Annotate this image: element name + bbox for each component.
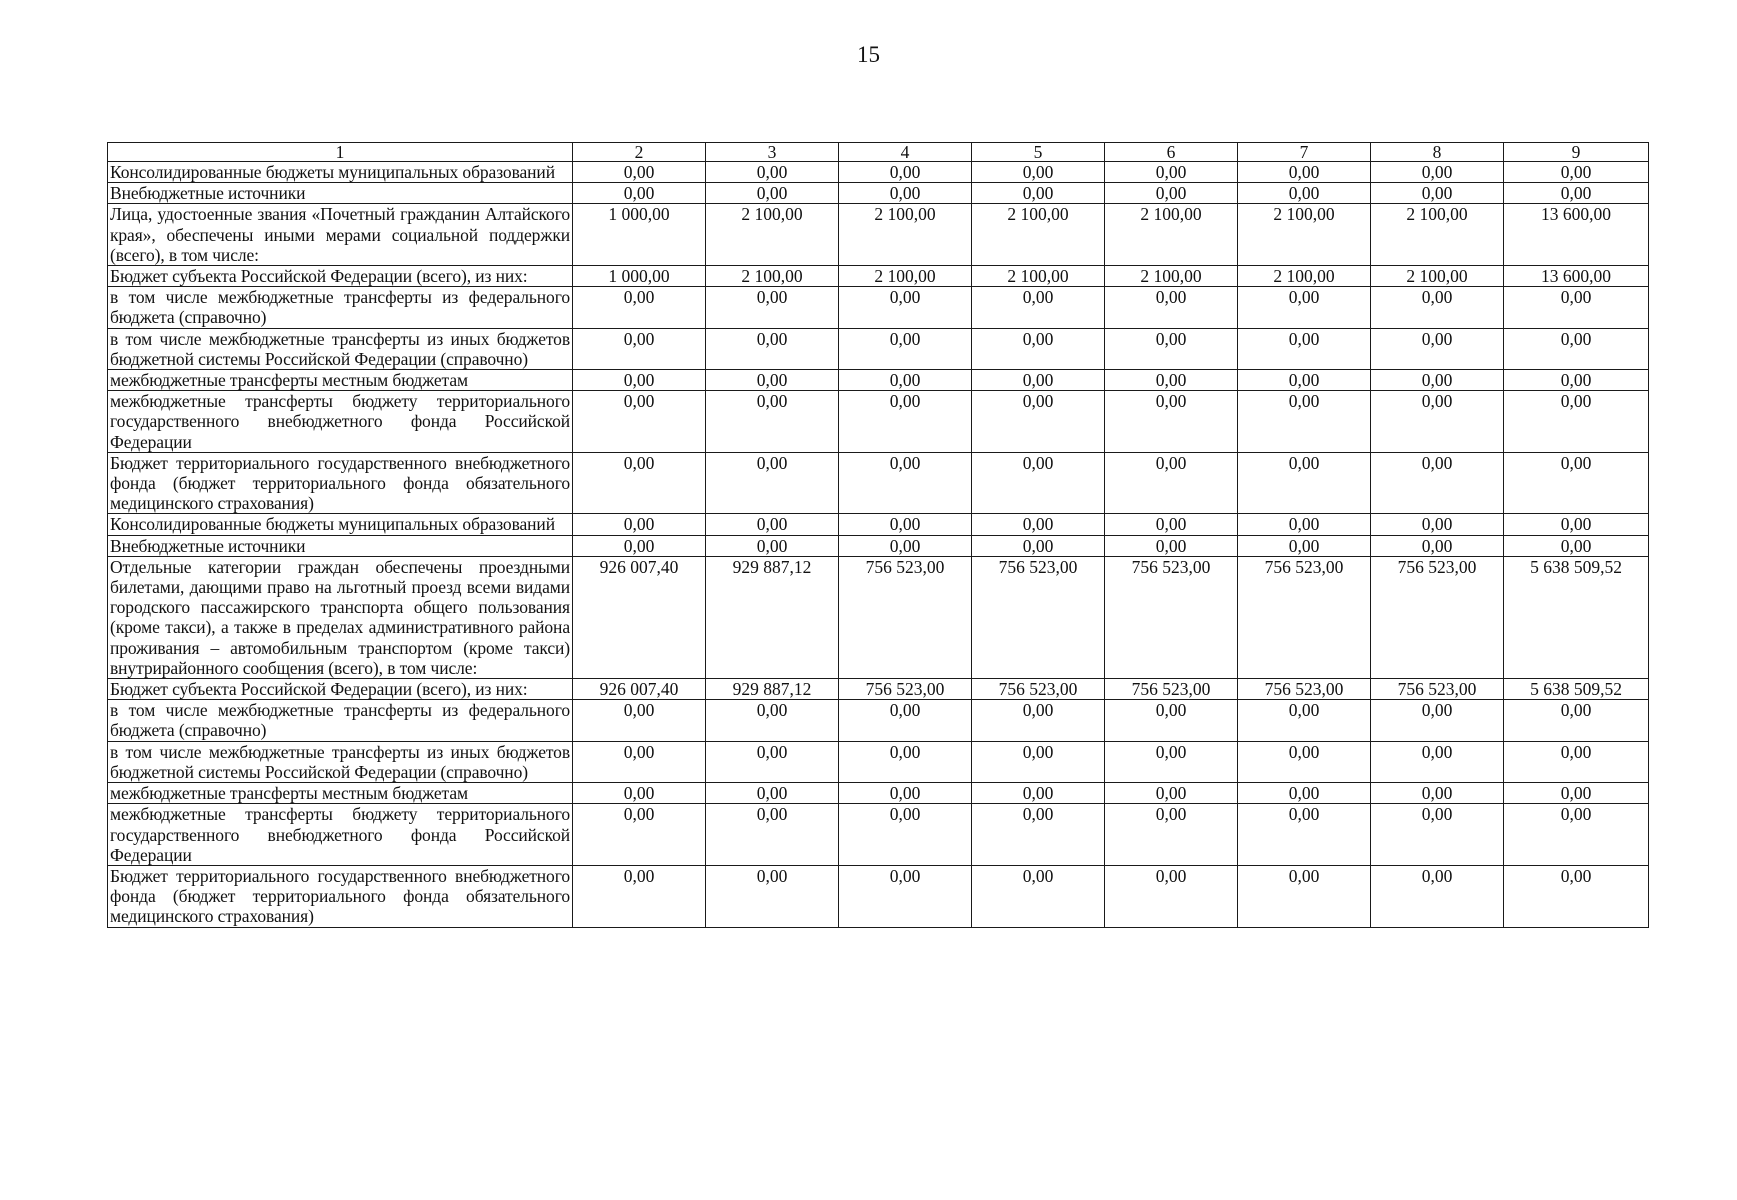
value-cell: 0,00 <box>839 865 972 927</box>
value-cell: 0,00 <box>1504 700 1649 741</box>
value-cell: 0,00 <box>839 741 972 782</box>
value-cell: 0,00 <box>1371 741 1504 782</box>
value-cell: 0,00 <box>839 328 972 369</box>
value-cell: 0,00 <box>706 452 839 514</box>
table-row <box>108 287 1649 328</box>
value-cell: 2 100,00 <box>1238 266 1371 287</box>
value-cell: 0,00 <box>839 700 972 741</box>
value-cell: 0,00 <box>972 741 1105 782</box>
value-cell: 0,00 <box>706 328 839 369</box>
value-cell: 756 523,00 <box>839 556 972 678</box>
row-label: межбюджетные трансферты местным бюджетам <box>108 370 573 391</box>
table-row <box>108 804 1649 866</box>
value-cell: 0,00 <box>1105 162 1238 183</box>
value-cell: 0,00 <box>573 535 706 556</box>
value-cell: 0,00 <box>1238 700 1371 741</box>
value-cell: 2 100,00 <box>972 266 1105 287</box>
value-cell: 2 100,00 <box>1371 204 1504 266</box>
row-label: Бюджет субъекта Российской Федерации (всего), из них: <box>108 679 573 700</box>
row-label: в том числе межбюджетные трансферты из иных бюджетов бюджетной системы Российской Федерации (справочно) <box>108 328 573 369</box>
value-cell: 0,00 <box>1504 535 1649 556</box>
value-cell: 0,00 <box>573 370 706 391</box>
value-cell: 0,00 <box>1238 865 1371 927</box>
table-row <box>108 700 1649 741</box>
value-cell: 0,00 <box>1504 287 1649 328</box>
value-cell: 0,00 <box>972 162 1105 183</box>
value-cell: 0,00 <box>839 514 972 535</box>
value-cell: 0,00 <box>972 514 1105 535</box>
value-cell: 0,00 <box>1504 865 1649 927</box>
value-cell: 0,00 <box>1371 287 1504 328</box>
row-label: Консолидированные бюджеты муниципальных образований <box>108 162 573 183</box>
value-cell: 0,00 <box>972 804 1105 866</box>
table-row <box>108 556 1649 678</box>
value-cell: 0,00 <box>839 783 972 804</box>
value-cell: 0,00 <box>839 452 972 514</box>
value-cell: 0,00 <box>1504 162 1649 183</box>
value-cell: 2 100,00 <box>839 266 972 287</box>
value-cell: 0,00 <box>1105 183 1238 204</box>
row-label: Бюджет территориального государственного внебюджетного фонда (бюджет территориального фонда обязательного медицинского страхования) <box>108 865 573 927</box>
value-cell: 0,00 <box>1105 514 1238 535</box>
row-label: Бюджет субъекта Российской Федерации (всего), из них: <box>108 266 573 287</box>
value-cell: 756 523,00 <box>1105 556 1238 678</box>
value-cell: 929 887,12 <box>706 556 839 678</box>
table-row <box>108 328 1649 369</box>
row-label: межбюджетные трансферты местным бюджетам <box>108 783 573 804</box>
value-cell: 2 100,00 <box>972 204 1105 266</box>
value-cell: 0,00 <box>1504 328 1649 369</box>
value-cell: 0,00 <box>1371 391 1504 453</box>
value-cell: 0,00 <box>1504 183 1649 204</box>
value-cell: 756 523,00 <box>1238 556 1371 678</box>
value-cell: 0,00 <box>1238 391 1371 453</box>
value-cell: 0,00 <box>1238 741 1371 782</box>
value-cell: 0,00 <box>1105 287 1238 328</box>
value-cell: 0,00 <box>1105 370 1238 391</box>
value-cell: 0,00 <box>1238 535 1371 556</box>
value-cell: 929 887,12 <box>706 679 839 700</box>
table-row <box>108 783 1649 804</box>
value-cell: 0,00 <box>1105 391 1238 453</box>
value-cell: 2 100,00 <box>1105 266 1238 287</box>
value-cell: 13 600,00 <box>1504 204 1649 266</box>
row-label: межбюджетные трансферты бюджету территориального государственного внебюджетного фонда Российской Федерации <box>108 804 573 866</box>
value-cell: 756 523,00 <box>972 679 1105 700</box>
value-cell: 0,00 <box>839 535 972 556</box>
value-cell: 0,00 <box>1105 452 1238 514</box>
value-cell: 0,00 <box>972 535 1105 556</box>
value-cell: 756 523,00 <box>1371 556 1504 678</box>
value-cell: 0,00 <box>1105 865 1238 927</box>
value-cell: 0,00 <box>706 370 839 391</box>
value-cell: 0,00 <box>1504 804 1649 866</box>
value-cell: 0,00 <box>573 328 706 369</box>
value-cell: 0,00 <box>839 391 972 453</box>
column-header: 3 <box>706 143 839 162</box>
value-cell: 0,00 <box>1105 328 1238 369</box>
value-cell: 0,00 <box>1238 514 1371 535</box>
value-cell: 0,00 <box>573 287 706 328</box>
value-cell: 0,00 <box>1238 287 1371 328</box>
row-label: Внебюджетные источники <box>108 535 573 556</box>
value-cell: 0,00 <box>1371 183 1504 204</box>
value-cell: 0,00 <box>573 162 706 183</box>
value-cell: 0,00 <box>573 865 706 927</box>
value-cell: 0,00 <box>1371 328 1504 369</box>
value-cell: 0,00 <box>839 287 972 328</box>
table-row <box>108 370 1649 391</box>
value-cell: 0,00 <box>573 452 706 514</box>
value-cell: 0,00 <box>1238 370 1371 391</box>
value-cell: 0,00 <box>1371 514 1504 535</box>
value-cell: 0,00 <box>972 183 1105 204</box>
value-cell: 0,00 <box>1371 700 1504 741</box>
column-header: 5 <box>972 143 1105 162</box>
value-cell: 0,00 <box>839 804 972 866</box>
value-cell: 0,00 <box>1504 783 1649 804</box>
value-cell: 0,00 <box>706 783 839 804</box>
value-cell: 926 007,40 <box>573 556 706 678</box>
value-cell: 0,00 <box>1105 535 1238 556</box>
value-cell: 0,00 <box>839 370 972 391</box>
value-cell: 0,00 <box>972 700 1105 741</box>
value-cell: 0,00 <box>706 287 839 328</box>
value-cell: 0,00 <box>1105 700 1238 741</box>
column-header: 4 <box>839 143 972 162</box>
value-cell: 0,00 <box>573 804 706 866</box>
value-cell: 0,00 <box>573 391 706 453</box>
row-label: в том числе межбюджетные трансферты из федерального бюджета (справочно) <box>108 700 573 741</box>
value-cell: 0,00 <box>1238 328 1371 369</box>
page-number: 15 <box>857 42 880 67</box>
value-cell: 756 523,00 <box>1238 679 1371 700</box>
value-cell: 756 523,00 <box>1105 679 1238 700</box>
value-cell: 756 523,00 <box>839 679 972 700</box>
value-cell: 756 523,00 <box>972 556 1105 678</box>
row-label: Бюджет территориального государственного внебюджетного фонда (бюджет территориального фонда обязательного медицинского страхования) <box>108 452 573 514</box>
row-label: Внебюджетные источники <box>108 183 573 204</box>
value-cell: 0,00 <box>839 162 972 183</box>
value-cell: 0,00 <box>1105 741 1238 782</box>
value-cell: 0,00 <box>1371 452 1504 514</box>
value-cell: 0,00 <box>706 700 839 741</box>
value-cell: 0,00 <box>1238 783 1371 804</box>
value-cell: 0,00 <box>972 783 1105 804</box>
value-cell: 0,00 <box>706 535 839 556</box>
value-cell: 2 100,00 <box>706 204 839 266</box>
table-row <box>108 679 1649 700</box>
value-cell: 0,00 <box>706 514 839 535</box>
value-cell: 2 100,00 <box>1238 204 1371 266</box>
value-cell: 0,00 <box>1504 514 1649 535</box>
value-cell: 0,00 <box>1371 535 1504 556</box>
column-header: 6 <box>1105 143 1238 162</box>
value-cell: 0,00 <box>1371 370 1504 391</box>
table-row <box>108 204 1649 266</box>
table-row <box>108 865 1649 927</box>
value-cell: 0,00 <box>972 370 1105 391</box>
table-row <box>108 162 1649 183</box>
value-cell: 0,00 <box>839 183 972 204</box>
value-cell: 0,00 <box>706 741 839 782</box>
row-label: Консолидированные бюджеты муниципальных образований <box>108 514 573 535</box>
table-row <box>108 266 1649 287</box>
value-cell: 0,00 <box>1371 162 1504 183</box>
value-cell: 0,00 <box>1238 162 1371 183</box>
value-cell: 0,00 <box>1105 804 1238 866</box>
value-cell: 2 100,00 <box>1105 204 1238 266</box>
value-cell: 0,00 <box>1371 783 1504 804</box>
value-cell: 926 007,40 <box>573 679 706 700</box>
value-cell: 0,00 <box>972 287 1105 328</box>
value-cell: 0,00 <box>706 804 839 866</box>
row-label: межбюджетные трансферты бюджету территориального государственного внебюджетного фонда Российской Федерации <box>108 391 573 453</box>
value-cell: 0,00 <box>972 865 1105 927</box>
row-label: Лица, удостоенные звания «Почетный гражданин Алтайского края», обеспечены иными мерами социальной поддержки (всего), в том числе: <box>108 204 573 266</box>
column-header: 8 <box>1371 143 1504 162</box>
value-cell: 0,00 <box>1238 183 1371 204</box>
table-row <box>108 183 1649 204</box>
table-row <box>108 452 1649 514</box>
value-cell: 2 100,00 <box>706 266 839 287</box>
value-cell: 0,00 <box>573 741 706 782</box>
table-header-row <box>108 143 1649 162</box>
value-cell: 0,00 <box>1371 865 1504 927</box>
value-cell: 5 638 509,52 <box>1504 679 1649 700</box>
value-cell: 2 100,00 <box>1371 266 1504 287</box>
row-label: в том числе межбюджетные трансферты из федерального бюджета (справочно) <box>108 287 573 328</box>
value-cell: 0,00 <box>706 162 839 183</box>
value-cell: 0,00 <box>706 391 839 453</box>
value-cell: 0,00 <box>1504 370 1649 391</box>
value-cell: 0,00 <box>706 183 839 204</box>
value-cell: 13 600,00 <box>1504 266 1649 287</box>
column-header: 9 <box>1504 143 1649 162</box>
column-header: 7 <box>1238 143 1371 162</box>
value-cell: 0,00 <box>573 183 706 204</box>
table-row <box>108 391 1649 453</box>
budget-table <box>107 142 1649 928</box>
value-cell: 0,00 <box>706 865 839 927</box>
value-cell: 1 000,00 <box>573 204 706 266</box>
value-cell: 0,00 <box>972 391 1105 453</box>
row-label: Отдельные категории граждан обеспечены проездными билетами, дающими право на льготный проезд всеми видами городского пассажирского транспорта общего пользования (кроме такси), а также в пределах административного района проживания – автомобильным транспортом (кроме такси) внутрирайонного сообщения (всего), в том числе: <box>108 556 573 678</box>
row-label: в том числе межбюджетные трансферты из иных бюджетов бюджетной системы Российской Федерации (справочно) <box>108 741 573 782</box>
value-cell: 0,00 <box>1504 391 1649 453</box>
column-header: 1 <box>108 143 573 162</box>
value-cell: 0,00 <box>1371 804 1504 866</box>
value-cell: 2 100,00 <box>839 204 972 266</box>
value-cell: 1 000,00 <box>573 266 706 287</box>
value-cell: 0,00 <box>573 700 706 741</box>
value-cell: 756 523,00 <box>1371 679 1504 700</box>
table-row <box>108 514 1649 535</box>
column-header: 2 <box>573 143 706 162</box>
value-cell: 0,00 <box>573 783 706 804</box>
table-row <box>108 741 1649 782</box>
value-cell: 0,00 <box>1504 452 1649 514</box>
value-cell: 0,00 <box>972 452 1105 514</box>
table-row <box>108 535 1649 556</box>
value-cell: 0,00 <box>1105 783 1238 804</box>
value-cell: 0,00 <box>573 514 706 535</box>
value-cell: 0,00 <box>972 328 1105 369</box>
value-cell: 0,00 <box>1504 741 1649 782</box>
value-cell: 5 638 509,52 <box>1504 556 1649 678</box>
value-cell: 0,00 <box>1238 804 1371 866</box>
value-cell: 0,00 <box>1238 452 1371 514</box>
